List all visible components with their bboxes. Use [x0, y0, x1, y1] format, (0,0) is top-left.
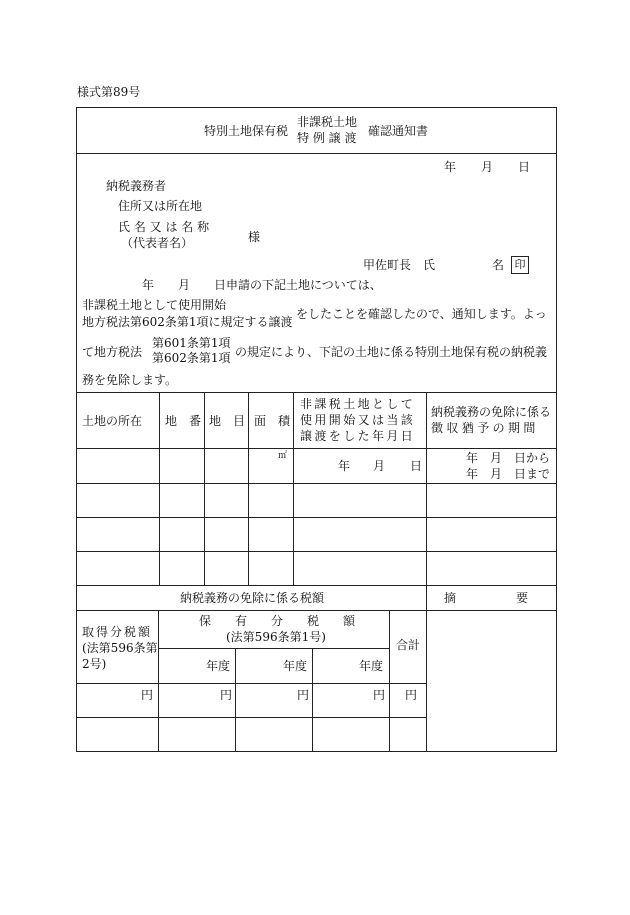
header-grace-line1: 納税義務の免除に係る	[431, 405, 552, 419]
vline-tax-1	[158, 610, 159, 752]
last-line-text: 務を免除します。	[82, 373, 178, 387]
header-start-line3: 譲渡をした年月日	[300, 429, 416, 443]
start-month: 月	[373, 459, 386, 473]
total-header: 合計	[396, 638, 421, 652]
yen-hold-1: 円	[220, 688, 233, 702]
rule-land-header-bottom	[76, 448, 557, 449]
sama-label: 様	[248, 230, 261, 244]
vline-tax-3	[312, 648, 313, 752]
vline-land-5	[426, 392, 427, 752]
yen-acquisition: 円	[141, 688, 154, 702]
seal-mark: 印	[511, 256, 529, 274]
vline-tax-2	[235, 648, 236, 752]
yen-total: 円	[405, 688, 418, 702]
application-month: 月	[178, 278, 191, 292]
rule-tax-header-bottom	[76, 683, 426, 684]
header-start-line1: 非課税土地として	[300, 397, 416, 411]
grace-from: 年 月 日から	[466, 451, 551, 465]
rule-land-row1	[76, 483, 557, 484]
header-category: 地 目	[209, 414, 246, 428]
acquisition-tax-line2: (法第596条第	[82, 641, 158, 655]
rule-text: の規定により、下記の土地に係る特別土地保有税の納税義	[235, 345, 548, 359]
vline-land-3	[248, 392, 249, 585]
notice-month: 月	[481, 160, 494, 174]
confirm-text: をしたことを確認したので、通知します。よっ	[296, 307, 547, 321]
holding-tax-title: 保 有 分 税 額	[199, 614, 356, 628]
yen-hold-2: 円	[297, 688, 310, 702]
notice-day: 日	[518, 160, 531, 174]
option-nontax-start: 非課税土地として使用開始	[82, 298, 227, 312]
holding-tax-law: (法第596条第1号)	[226, 630, 326, 644]
header-area: 面 積	[254, 414, 291, 428]
mayor-label: 甲佐町長 氏	[363, 258, 436, 272]
yen-hold-3: 円	[373, 688, 386, 702]
name-label: 氏 名 又 は 名 称	[118, 220, 210, 234]
law-option-602: 第602条第1項	[152, 351, 231, 365]
acquisition-tax-line1: 取得分税額	[82, 625, 153, 639]
option-law-transfer: 地方税法第602条第1項に規定する譲渡	[82, 315, 293, 329]
law-option-601: 第601条第1項	[152, 336, 231, 350]
rule-notice-bottom	[76, 392, 557, 393]
header-start-line2: 使用開始又は当該	[300, 413, 416, 427]
te-law-text: て地方税法	[82, 345, 143, 359]
title-prefix: 特別土地保有税	[204, 124, 289, 138]
nendo-2: 年度	[283, 659, 308, 673]
rule-land-bottom	[76, 585, 557, 586]
vline-tax-4	[389, 610, 390, 752]
remarks-header: 摘 要	[444, 591, 529, 605]
header-lot: 地 番	[165, 414, 202, 428]
nendo-1: 年度	[206, 659, 231, 673]
start-day: 日	[410, 459, 423, 473]
vline-land-2	[204, 392, 205, 585]
notice-year: 年	[444, 160, 457, 174]
grace-to: 年 月 日まで	[466, 467, 551, 481]
address-label: 住所又は所在地	[118, 199, 203, 213]
form-number: 様式第89号	[77, 85, 141, 99]
acquisition-tax-line3: 2号)	[82, 657, 107, 671]
vline-land-1	[159, 392, 160, 585]
title-option-nontax: 非課税土地	[297, 115, 358, 129]
area-unit: ㎡	[278, 451, 288, 461]
rule-title-bottom	[76, 153, 557, 154]
title-option-special: 特 例 譲 渡	[297, 131, 357, 145]
mayor-mei: 名	[492, 258, 505, 272]
representative-label: （代表者名）	[121, 236, 194, 250]
nendo-3: 年度	[359, 659, 384, 673]
header-grace-line2: 徴収猶予の期間	[431, 421, 539, 435]
start-year: 年	[338, 459, 351, 473]
application-year: 年	[142, 278, 155, 292]
title-suffix: 確認通知書	[368, 124, 429, 138]
tax-section-title: 納税義務の免除に係る税額	[180, 591, 325, 605]
taxpayer-label: 納税義務者	[106, 179, 167, 193]
application-text: 日申請の下記土地については、	[214, 278, 382, 292]
rule-tax-row1	[76, 717, 426, 718]
header-location: 土地の所在	[82, 414, 143, 428]
rule-land-row2	[76, 517, 557, 518]
rule-tax-title-bottom	[76, 610, 557, 611]
rule-land-row3	[76, 551, 557, 552]
vline-land-4	[293, 392, 294, 585]
rule-hold-subhead	[158, 648, 389, 649]
